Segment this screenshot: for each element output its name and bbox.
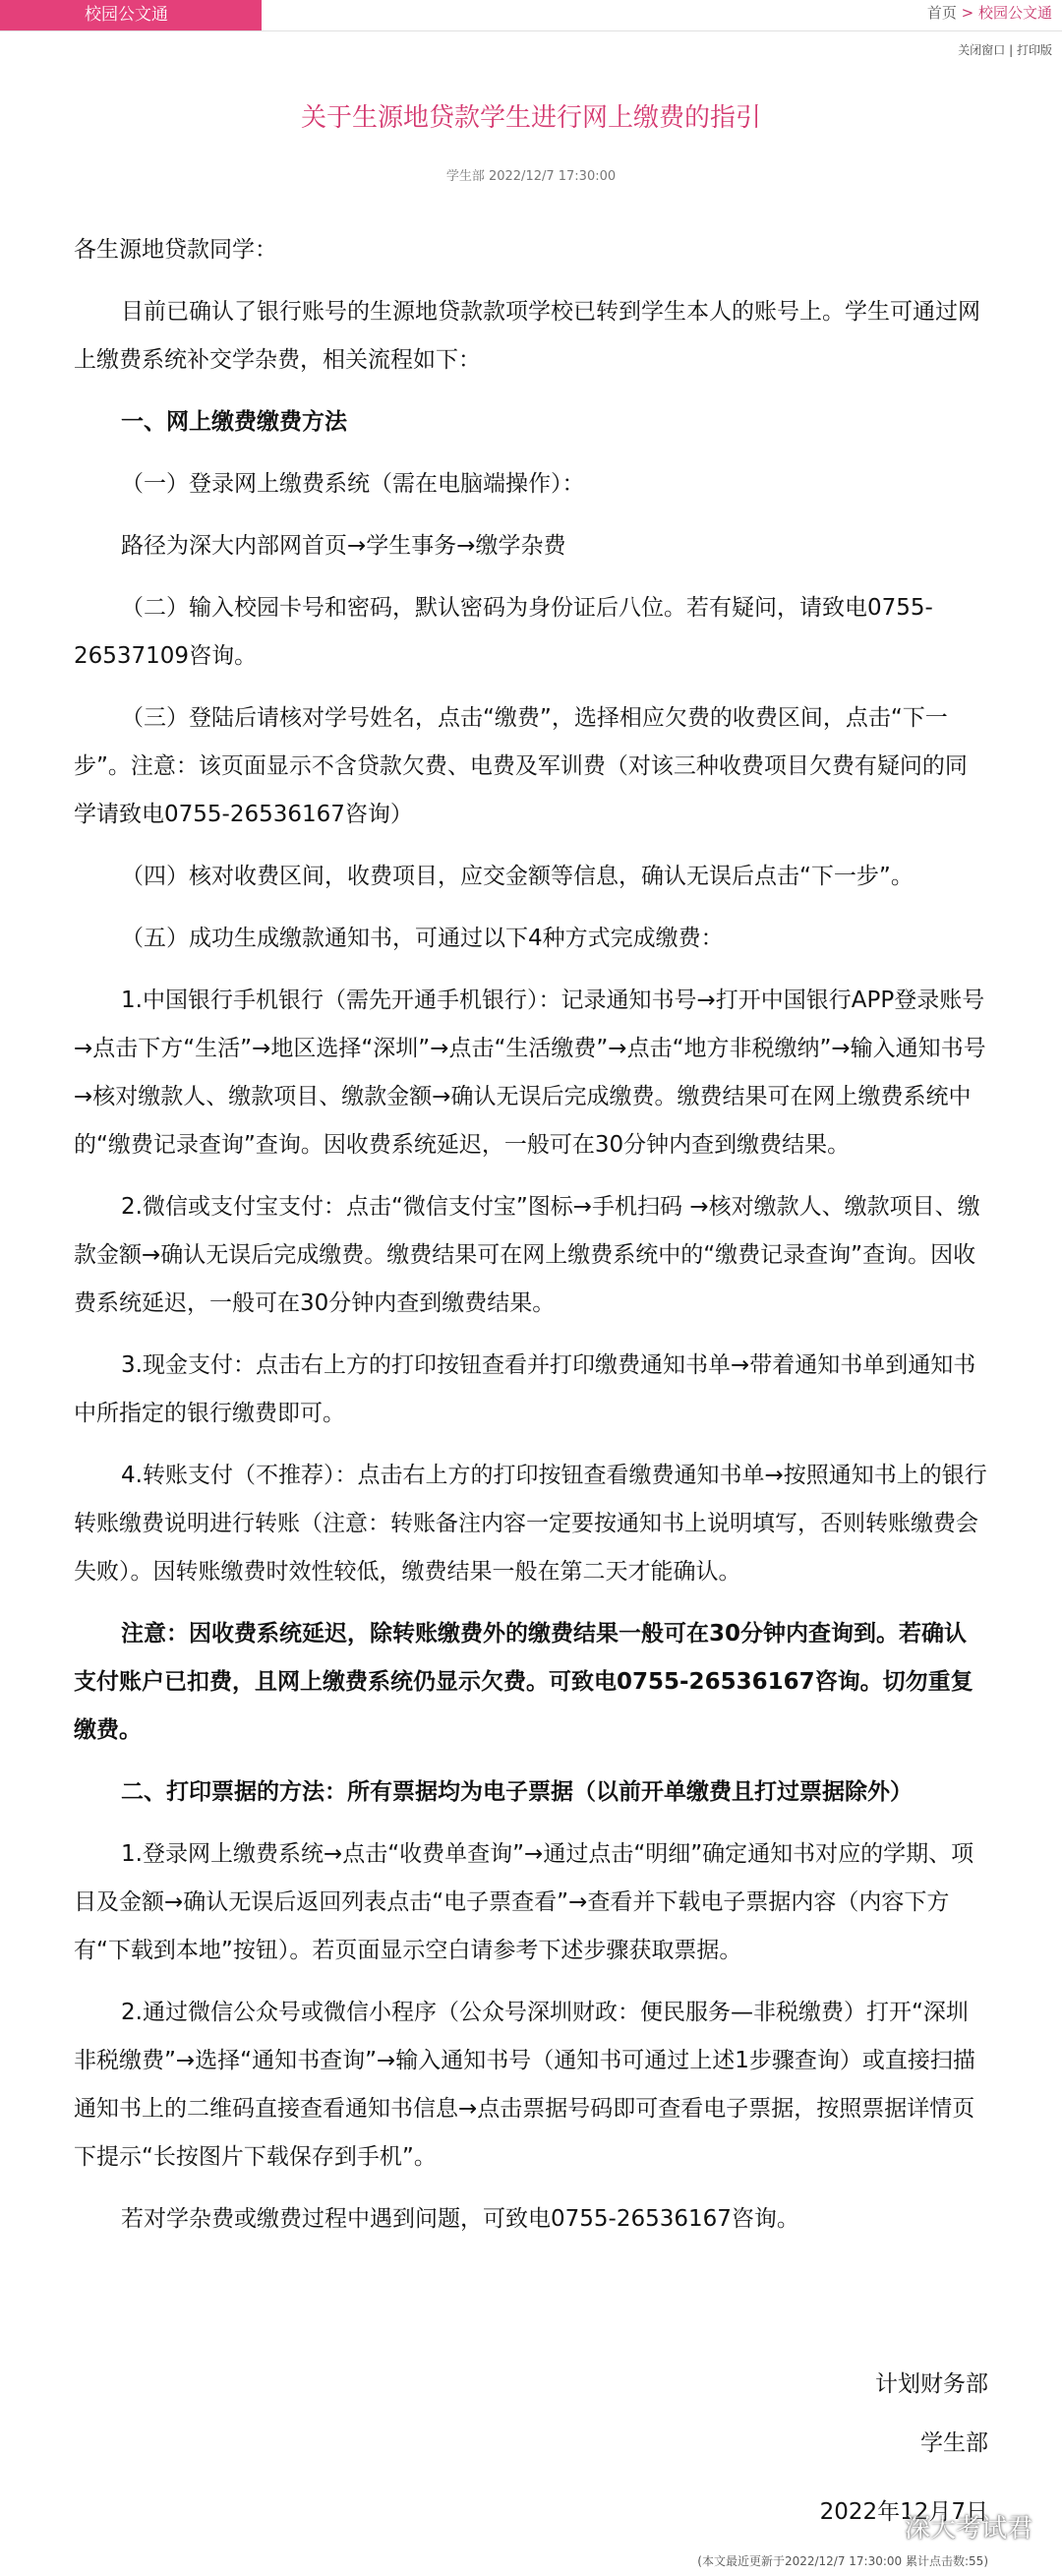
breadcrumb <box>927 0 1052 27</box>
paragraph: （五）成功生成缴款通知书，可通过以下4种方式完成缴费： <box>121 926 724 951</box>
print-version-link[interactable]: 打印版 <box>1016 43 1052 57</box>
update-info: (本文最近更新于2022/12/7 17:30:00 累计点击数:55) <box>697 2554 988 2568</box>
page-title: 关于生源地贷款学生进行网上缴费的指引 <box>300 103 761 133</box>
paragraph: 2.微信或支付宝支付：点击“微信支付宝”图标→手机扫码 →核对缴款人、缴款项目、缴款金额→确认无误后完成缴费。缴费结果可在网上缴费系统中的“缴费记录查询”查询。因收费系统延迟，一般可在30分钟内查到缴费结果。 <box>74 1194 980 1316</box>
paragraph: 4.转账支付（不推荐）：点击右上方的打印按钮查看缴费通知书单→按照通知书上的银行转账缴费说明进行转账（注意：转账备注内容一定要按通知书上说明填写，否则转账缴费会失败）。因转账缴费时效性较低，缴费结果一般在第二天才能确认。 <box>74 1463 987 1585</box>
paragraph: （四）核对收费区间，收费项目，应交金额等信息，确认无误后点击“下一步”。 <box>121 864 914 889</box>
watermark: 深大考试君 <box>904 2514 1032 2544</box>
brand-tab[interactable]: 校园公文通 <box>0 0 262 30</box>
paragraph: （一）登录网上缴费系统（需在电脑端操作）： <box>121 471 585 497</box>
top-bar <box>0 0 1062 31</box>
notice-paragraph: 注意：因收费系统延迟，除转账缴费外的缴费结果一般可在30分钟内查询到。若确认支付账户已扣费，且网上缴费系统仍显示欠费。可致电0755-26536167咨询。切勿重复缴费。 <box>74 1621 974 1743</box>
paragraph: 1.登录网上缴费系统→点击“收费单查询”→通过点击“明细”确定通知书对应的学期、项目及金额→确认无误后返回列表点击“电子票查看”→查看并下载电子票据内容（内容下方有“下载到本地”按钮）。若页面显示空白请参考下述步骤获取票据。 <box>74 1841 974 1963</box>
breadcrumb-home-link[interactable]: 首页 <box>926 4 957 22</box>
paragraph: 目前已确认了银行账号的生源地贷款款项学校已转到学生本人的账号上。学生可通过网上缴费系统补交学杂费，相关流程如下： <box>74 299 980 373</box>
article-body <box>74 226 988 2257</box>
signature-dept-student: 学生部 <box>920 2430 988 2456</box>
salutation: 各生源地贷款同学： <box>74 237 277 263</box>
close-window-link[interactable]: 关闭窗口 <box>958 43 1006 57</box>
signature-date: 2022年12月7日 <box>819 2499 988 2525</box>
section-heading: 一、网上缴费缴费方法 <box>121 409 347 435</box>
paragraph: （三）登陆后请核对学号姓名，点击“缴费”，选择相应欠费的收费区间，点击“下一步”。注意：该页面显示不含贷款欠费、电费及军训费（对该三种收费项目欠费有疑问的同学请致电0755-26536167咨询） <box>74 705 968 827</box>
paragraph: 1.中国银行手机银行（需先开通手机银行）：记录通知书号→打开中国银行APP登录账号→点击下方“生活”→地区选择“深圳”→点击“生活缴费”→点击“地方非税缴纳”→输入通知书号→核对缴款人、缴款项目、缴款金额→确认无误后完成缴费。缴费结果可在网上缴费系统中的“缴费记录查询”查询。因收费系统延迟，一般可在30分钟内查到缴费结果。 <box>74 988 986 1158</box>
paragraph: 2.通过微信公众号或微信小程序（公众号深圳财政：便民服务—非税缴费）打开“深圳非税缴费”→选择“通知书查询”→输入通知书号（通知书可通过上述1步骤查询）或直接扫描通知书上的二维码直接查看通知书信息→点击票据号码即可查看电子票据，按照票据详情页下提示“长按图片下载保存到手机”。 <box>74 2000 975 2170</box>
paragraph: 路径为深大内部网首页→学生事务→缴学杂费 <box>121 533 566 559</box>
page-tools <box>958 41 1052 58</box>
breadcrumb-separator: > <box>956 4 978 22</box>
tools-separator: | <box>1005 43 1017 57</box>
signature-dept-finance: 计划财务部 <box>875 2371 988 2397</box>
section-heading: 二、打印票据的方法：所有票据均为电子票据（以前开单缴费且打过票据除外） <box>121 1779 913 1805</box>
paragraph: 3.现金支付：点击右上方的打印按钮查看并打印缴费通知书单→带着通知书单到通知书中所指定的银行缴费即可。 <box>74 1352 976 1426</box>
article-meta: 学生部 2022/12/7 17:30:00 <box>445 169 617 184</box>
paragraph: （二）输入校园卡号和密码，默认密码为身份证后八位。若有疑问，请致电0755-26537109咨询。 <box>74 595 933 669</box>
paragraph: 若对学杂费或缴费过程中遇到问题，可致电0755-26536167咨询。 <box>121 2206 799 2232</box>
breadcrumb-current[interactable]: 校园公文通 <box>977 4 1052 22</box>
